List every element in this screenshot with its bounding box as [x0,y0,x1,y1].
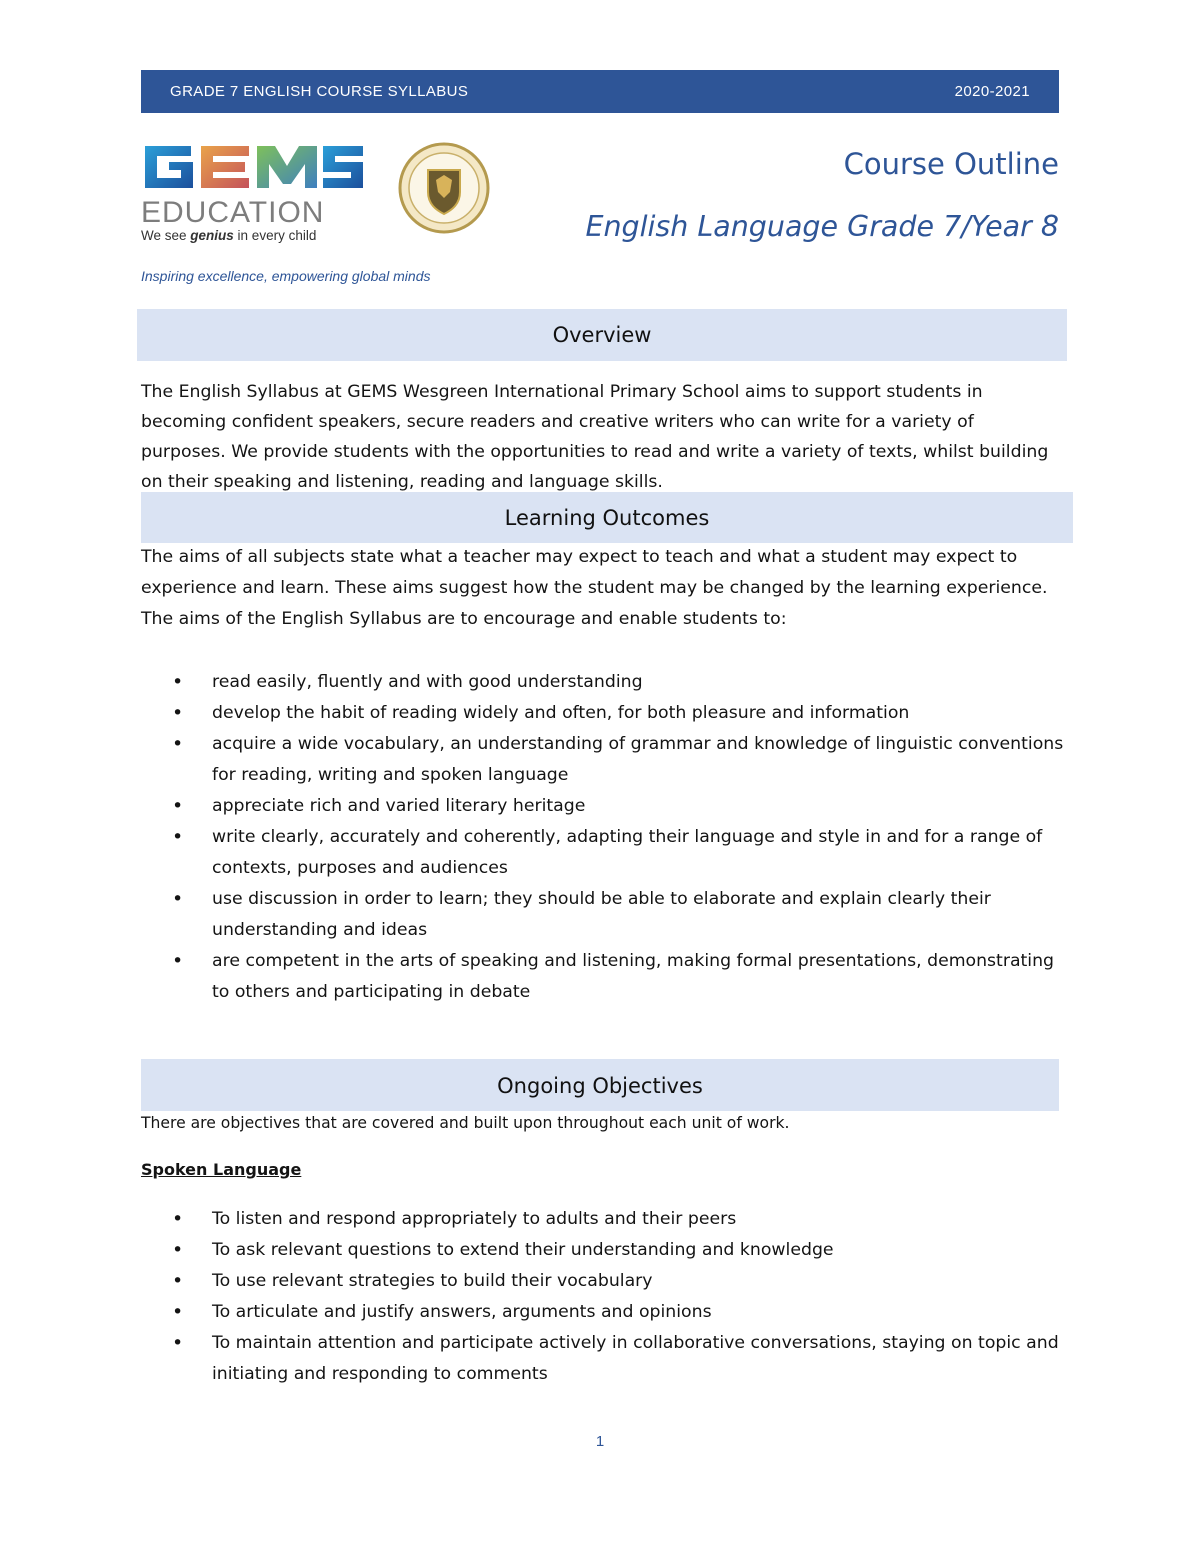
list-item: • develop the habit of reading widely and often, for both pleasure and information [141,698,1071,729]
page-title: Course Outline [843,147,1059,181]
ongoing-objectives-intro: There are objectives that are covered and built upon throughout each unit of work. [141,1114,790,1132]
header-bar [141,70,1059,113]
learning-outcomes-intro [141,542,1061,635]
header-year: 2020-2021 [954,83,1030,100]
school-crest-icon [398,142,490,234]
learning-outcomes-list [141,667,1071,1008]
list-item: • are competent in the arts of speaking and listening, making formal presentations, demonstrating to others and participating in debate [141,946,1071,1008]
spoken-language-list [141,1204,1071,1390]
logo-tagline: We see genius in every child [141,228,317,243]
list-item: • To ask relevant questions to extend their understanding and knowledge [141,1235,1071,1266]
ongoing-objectives-heading: Ongoing Objectives [141,1059,1059,1111]
gems-wordmark-graphic [141,140,367,194]
list-item: • To maintain attention and participate actively in collaborative conversations, staying on topic and initiating and responding to comments [141,1328,1071,1390]
overview-heading: Overview [137,309,1067,361]
list-item: • To use relevant strategies to build their vocabulary [141,1266,1071,1297]
list-item: • To articulate and justify answers, arguments and opinions [141,1297,1071,1328]
list-item: • appreciate rich and varied literary heritage [141,791,1071,822]
learning-outcomes-intro-2: The aims of the English Syllabus are to encourage and enable students to: [141,609,787,629]
header-title: GRADE 7 ENGLISH COURSE SYLLABUS [170,83,469,100]
overview-paragraph: The English Syllabus at GEMS Wesgreen International Primary School aims to support students in becoming confident speakers, secure readers and creative writers who can write for a variety of purposes. We provide students with the opportunities to read and write a variety of texts, whilst building on their speaking and listening, reading and language skills. [141,382,1049,492]
page-number: 1 [595,1433,605,1450]
list-item: • acquire a wide vocabulary, an understanding of grammar and knowledge of linguistic conventions for reading, writing and spoken language [141,729,1071,791]
list-item: • read easily, fluently and with good understanding [141,667,1071,698]
page-subtitle: English Language Grade 7/Year 8 [585,210,1059,243]
spoken-language-title: Spoken Language [141,1160,302,1179]
gems-education-logo [141,140,367,246]
logo-wordmark: EDUCATION [141,196,325,229]
list-item: • use discussion in order to learn; they should be able to elaborate and explain clearly their understanding and ideas [141,884,1071,946]
list-item: • write clearly, accurately and coherently, adapting their language and style in and for a range of contexts, purposes and audiences [141,822,1071,884]
learning-outcomes-intro-1: The aims of all subjects state what a teacher may expect to teach and what a student may expect to experience and learn. These aims suggest how the student may be changed by the learning experience. [141,547,1048,598]
school-motto: Inspiring excellence, empowering global minds [141,268,431,284]
list-item: • To listen and respond appropriately to adults and their peers [141,1204,1071,1235]
learning-outcomes-heading: Learning Outcomes [141,492,1073,543]
